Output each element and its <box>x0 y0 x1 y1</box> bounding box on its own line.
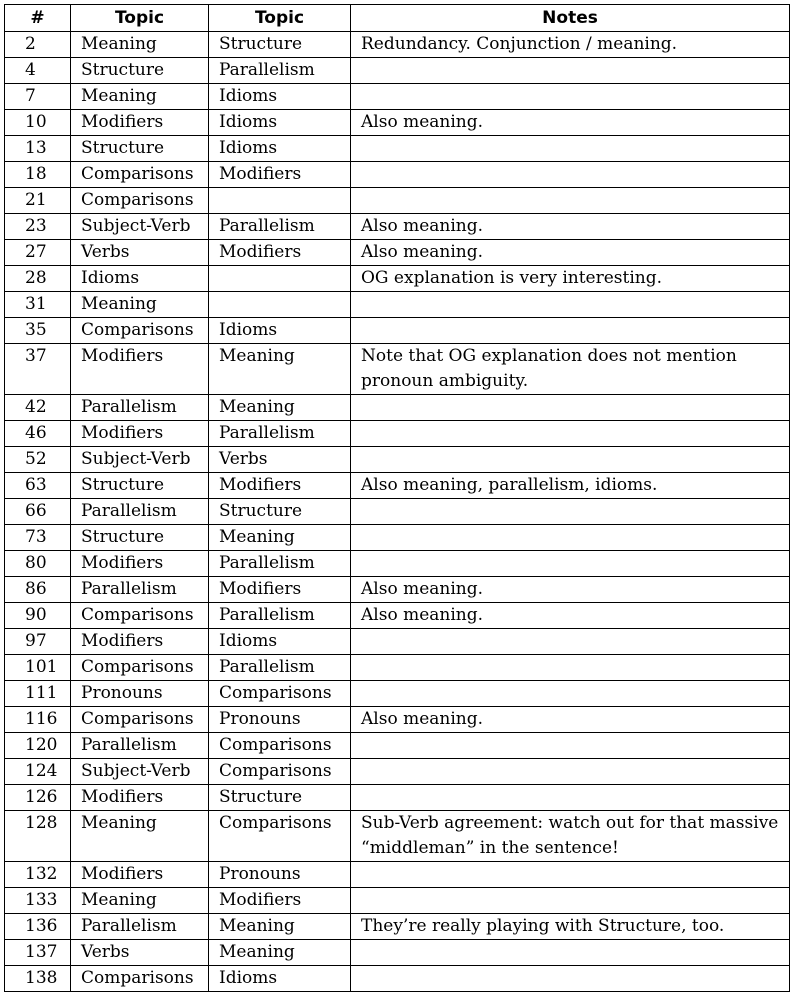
cell-number: 27 <box>5 240 71 266</box>
cell-number: 23 <box>5 214 71 240</box>
cell-number: 90 <box>5 603 71 629</box>
cell-topic-1: Comparisons <box>71 188 209 214</box>
table-row <box>5 707 790 733</box>
header-number: # <box>5 5 71 32</box>
table-row <box>5 525 790 551</box>
table-row <box>5 421 790 447</box>
cell-topic-1: Meaning <box>71 811 209 862</box>
table-row <box>5 395 790 421</box>
cell-notes <box>351 940 790 966</box>
topics-table <box>4 4 790 992</box>
table-row <box>5 292 790 318</box>
cell-topic-1: Structure <box>71 58 209 84</box>
cell-topic-2 <box>209 188 351 214</box>
cell-notes: Also meaning. <box>351 110 790 136</box>
cell-number: 80 <box>5 551 71 577</box>
cell-topic-1: Structure <box>71 136 209 162</box>
table-row <box>5 914 790 940</box>
cell-number: 138 <box>5 966 71 992</box>
table-row <box>5 577 790 603</box>
cell-topic-1: Subject-Verb <box>71 759 209 785</box>
cell-number: 35 <box>5 318 71 344</box>
table-row <box>5 966 790 992</box>
cell-topic-2: Parallelism <box>209 603 351 629</box>
cell-topic-2: Meaning <box>209 525 351 551</box>
cell-topic-2: Idioms <box>209 318 351 344</box>
cell-topic-1: Subject-Verb <box>71 214 209 240</box>
cell-notes <box>351 966 790 992</box>
table-row <box>5 162 790 188</box>
cell-number: 2 <box>5 32 71 58</box>
cell-notes: Also meaning, parallelism, idioms. <box>351 473 790 499</box>
table-row <box>5 473 790 499</box>
cell-number: 97 <box>5 629 71 655</box>
cell-notes: Also meaning. <box>351 603 790 629</box>
cell-topic-1: Meaning <box>71 292 209 318</box>
cell-topic-1: Comparisons <box>71 655 209 681</box>
cell-number: 86 <box>5 577 71 603</box>
cell-topic-1: Comparisons <box>71 318 209 344</box>
cell-topic-1: Comparisons <box>71 966 209 992</box>
cell-notes <box>351 499 790 525</box>
table-row <box>5 214 790 240</box>
cell-topic-1: Modifiers <box>71 862 209 888</box>
cell-topic-1: Modifiers <box>71 344 209 395</box>
cell-number: 137 <box>5 940 71 966</box>
cell-number: 42 <box>5 395 71 421</box>
cell-topic-2: Pronouns <box>209 862 351 888</box>
cell-number: 31 <box>5 292 71 318</box>
cell-number: 37 <box>5 344 71 395</box>
cell-topic-1: Parallelism <box>71 914 209 940</box>
cell-topic-2: Structure <box>209 785 351 811</box>
cell-number: 4 <box>5 58 71 84</box>
cell-topic-1: Meaning <box>71 888 209 914</box>
cell-notes <box>351 733 790 759</box>
cell-number: 132 <box>5 862 71 888</box>
cell-topic-1: Modifiers <box>71 551 209 577</box>
cell-number: 120 <box>5 733 71 759</box>
cell-topic-2: Comparisons <box>209 759 351 785</box>
cell-topic-2: Modifiers <box>209 240 351 266</box>
cell-topic-2: Meaning <box>209 914 351 940</box>
cell-topic-2: Modifiers <box>209 162 351 188</box>
cell-number: 111 <box>5 681 71 707</box>
cell-topic-1: Structure <box>71 525 209 551</box>
table-row <box>5 551 790 577</box>
cell-topic-1: Modifiers <box>71 629 209 655</box>
cell-notes <box>351 292 790 318</box>
table-row <box>5 447 790 473</box>
header-topic-1: Topic <box>71 5 209 32</box>
table-body <box>5 32 790 992</box>
cell-number: 73 <box>5 525 71 551</box>
cell-notes: OG explanation is very interesting. <box>351 266 790 292</box>
table-row <box>5 629 790 655</box>
cell-topic-2: Comparisons <box>209 681 351 707</box>
cell-number: 128 <box>5 811 71 862</box>
cell-notes: Sub-Verb agreement: watch out for that massive “middleman” in the sentence! <box>351 811 790 862</box>
cell-topic-2: Modifiers <box>209 473 351 499</box>
cell-notes <box>351 136 790 162</box>
cell-number: 21 <box>5 188 71 214</box>
table-row <box>5 888 790 914</box>
cell-topic-2: Modifiers <box>209 577 351 603</box>
cell-notes: Also meaning. <box>351 707 790 733</box>
cell-topic-2: Comparisons <box>209 733 351 759</box>
cell-number: 18 <box>5 162 71 188</box>
cell-notes <box>351 525 790 551</box>
cell-number: 52 <box>5 447 71 473</box>
cell-topic-2: Parallelism <box>209 551 351 577</box>
cell-topic-2: Meaning <box>209 940 351 966</box>
cell-topic-1: Pronouns <box>71 681 209 707</box>
header-notes: Notes <box>351 5 790 32</box>
cell-notes: Also meaning. <box>351 577 790 603</box>
table-row <box>5 733 790 759</box>
cell-topic-2: Comparisons <box>209 811 351 862</box>
cell-topic-1: Modifiers <box>71 785 209 811</box>
cell-topic-2 <box>209 292 351 318</box>
cell-topic-2: Meaning <box>209 395 351 421</box>
cell-topic-1: Parallelism <box>71 577 209 603</box>
cell-topic-1: Comparisons <box>71 707 209 733</box>
table-row <box>5 655 790 681</box>
cell-topic-1: Idioms <box>71 266 209 292</box>
cell-notes <box>351 888 790 914</box>
cell-notes <box>351 681 790 707</box>
cell-number: 124 <box>5 759 71 785</box>
table-row <box>5 318 790 344</box>
cell-notes <box>351 58 790 84</box>
table-row <box>5 940 790 966</box>
cell-topic-1: Verbs <box>71 240 209 266</box>
table-row <box>5 603 790 629</box>
cell-notes <box>351 188 790 214</box>
cell-topic-2: Parallelism <box>209 58 351 84</box>
cell-notes: Also meaning. <box>351 214 790 240</box>
cell-topic-2 <box>209 266 351 292</box>
cell-notes <box>351 629 790 655</box>
cell-notes: Redundancy. Conjunction / meaning. <box>351 32 790 58</box>
table-row <box>5 862 790 888</box>
cell-number: 133 <box>5 888 71 914</box>
table-row <box>5 785 790 811</box>
cell-topic-2: Meaning <box>209 344 351 395</box>
table-row <box>5 58 790 84</box>
cell-topic-2: Modifiers <box>209 888 351 914</box>
table-row <box>5 136 790 162</box>
cell-topic-1: Comparisons <box>71 603 209 629</box>
cell-number: 101 <box>5 655 71 681</box>
cell-topic-1: Verbs <box>71 940 209 966</box>
cell-notes: They’re really playing with Structure, too. <box>351 914 790 940</box>
table-row <box>5 499 790 525</box>
cell-notes <box>351 785 790 811</box>
cell-number: 116 <box>5 707 71 733</box>
table-row <box>5 811 790 862</box>
cell-topic-1: Modifiers <box>71 421 209 447</box>
cell-topic-2: Structure <box>209 32 351 58</box>
table-row <box>5 110 790 136</box>
cell-topic-1: Parallelism <box>71 499 209 525</box>
cell-notes <box>351 162 790 188</box>
cell-topic-2: Idioms <box>209 966 351 992</box>
cell-notes <box>351 447 790 473</box>
cell-topic-2: Verbs <box>209 447 351 473</box>
table-row <box>5 759 790 785</box>
cell-topic-1: Meaning <box>71 84 209 110</box>
cell-number: 13 <box>5 136 71 162</box>
cell-topic-2: Parallelism <box>209 214 351 240</box>
cell-notes <box>351 759 790 785</box>
cell-notes: Also meaning. <box>351 240 790 266</box>
table-row <box>5 84 790 110</box>
header-topic-2: Topic <box>209 5 351 32</box>
cell-number: 28 <box>5 266 71 292</box>
cell-notes <box>351 395 790 421</box>
cell-notes <box>351 551 790 577</box>
header-row <box>5 5 790 32</box>
cell-number: 10 <box>5 110 71 136</box>
cell-topic-2: Pronouns <box>209 707 351 733</box>
cell-notes <box>351 421 790 447</box>
table-header <box>5 5 790 32</box>
cell-topic-2: Parallelism <box>209 421 351 447</box>
cell-notes <box>351 84 790 110</box>
cell-number: 46 <box>5 421 71 447</box>
table-row <box>5 188 790 214</box>
cell-number: 63 <box>5 473 71 499</box>
cell-notes <box>351 862 790 888</box>
cell-number: 66 <box>5 499 71 525</box>
cell-topic-2: Structure <box>209 499 351 525</box>
cell-number: 126 <box>5 785 71 811</box>
cell-notes <box>351 318 790 344</box>
cell-topic-1: Subject-Verb <box>71 447 209 473</box>
cell-topic-1: Comparisons <box>71 162 209 188</box>
table-row <box>5 240 790 266</box>
cell-topic-1: Parallelism <box>71 733 209 759</box>
cell-topic-1: Structure <box>71 473 209 499</box>
table-row <box>5 344 790 395</box>
cell-notes <box>351 655 790 681</box>
table-row <box>5 681 790 707</box>
cell-topic-2: Idioms <box>209 110 351 136</box>
cell-topic-2: Idioms <box>209 629 351 655</box>
cell-topic-1: Meaning <box>71 32 209 58</box>
cell-topic-2: Parallelism <box>209 655 351 681</box>
table-row <box>5 32 790 58</box>
cell-topic-1: Parallelism <box>71 395 209 421</box>
table-row <box>5 266 790 292</box>
cell-number: 7 <box>5 84 71 110</box>
cell-topic-2: Idioms <box>209 84 351 110</box>
cell-topic-1: Modifiers <box>71 110 209 136</box>
cell-topic-2: Idioms <box>209 136 351 162</box>
cell-notes: Note that OG explanation does not mention pronoun ambiguity. <box>351 344 790 395</box>
cell-number: 136 <box>5 914 71 940</box>
